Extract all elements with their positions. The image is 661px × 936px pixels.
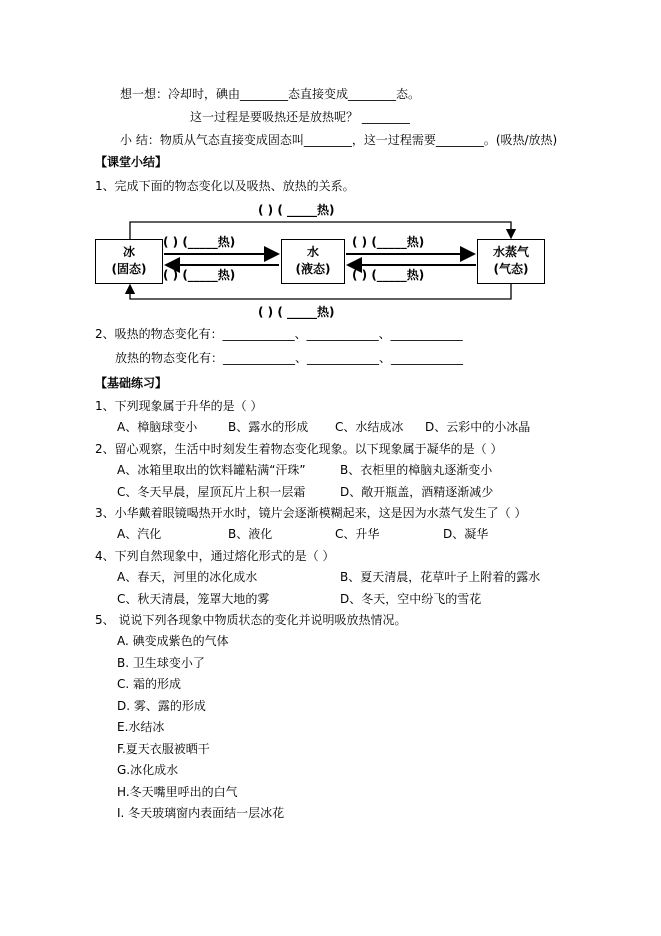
q5-item-a: A. 碘变成紫色的气体 — [117, 634, 229, 648]
class-summary-q1: 1、完成下面的物态变化以及吸热、放热的关系。 — [95, 179, 355, 193]
q5-item-h: H.冬天嘴里呼出的白气 — [117, 785, 238, 799]
q2-stem: 2、留心观察，生活中时刻发生着物态变化现象。以下现象属于凝华的是（ ） — [95, 442, 503, 456]
q2-option-b: B、衣柜里的樟脑丸逐渐变小 — [340, 463, 493, 477]
q5-item-d: D. 雾、露的形成 — [117, 699, 206, 713]
class-summary-heading: 【课堂小结】 — [95, 155, 168, 169]
ice-name: 冰 — [122, 245, 135, 259]
q3-option-a: A、汽化 — [117, 527, 162, 541]
water-name: 水 — [306, 245, 319, 259]
q3-stem: 3、小华戴着眼镜喝热开水时，镜片会逐渐模糊起来，这是因为水蒸气发生了（ ） — [95, 506, 527, 520]
think-summary: 小 结：物质从气态直接变成固态叫________，这一过程需要________。(吸热/放热) — [120, 133, 558, 147]
q1-option-d: D、云彩中的小冰晶 — [425, 420, 531, 434]
ice-state: (固态) — [111, 262, 147, 276]
q1-option-c: C、水结成冰 — [335, 420, 404, 434]
ice-water-upper-blank: ( ) (_____热) — [163, 235, 236, 249]
water-vapor-lower-blank: ( ) (_____热) — [352, 268, 425, 282]
water-vapor-upper-blank: ( ) (_____热) — [352, 235, 425, 249]
q3-option-c: C、升华 — [335, 527, 380, 541]
think-question: 想一想：冷却时，碘由________态直接变成________态。 — [120, 87, 421, 101]
vapor-box — [477, 239, 545, 284]
q3-option-d: D、凝华 — [443, 527, 489, 541]
ice-water-lower-blank: ( ) (_____热) — [163, 268, 236, 282]
q1-stem: 1、下列现象属于升华的是（ ） — [95, 399, 263, 413]
q5-item-b: B. 卫生球变小了 — [117, 656, 205, 670]
think-follow-up: 这一过程是要吸热还是放热呢？ ________ — [190, 110, 410, 124]
water-state: (液态) — [295, 262, 331, 276]
q3-option-b: B、液化 — [228, 527, 273, 541]
vapor-state: (气态) — [493, 262, 529, 276]
practice-heading: 【基础练习】 — [95, 376, 168, 390]
ice-box — [95, 239, 163, 284]
vapor-name: 水蒸气 — [492, 245, 529, 259]
q2-option-a: A、冰箱里取出的饮料罐粘满“汗珠” — [117, 463, 306, 477]
q1-option-b: B、露水的形成 — [228, 420, 309, 434]
q4-option-a: A、春天，河里的冰化成水 — [117, 570, 258, 584]
q4-option-c: C、秋天清晨，笼罩大地的雾 — [117, 592, 270, 606]
q1-option-a: A、樟脑球变小 — [117, 420, 198, 434]
absorb-heat-line: 2、吸热的物态变化有：____________、____________、____________ — [95, 327, 463, 341]
top-blank: ( ) ( _____热) — [258, 203, 335, 217]
q5-item-e: E.水结冰 — [117, 720, 165, 734]
q5-item-i: I. 冬天玻璃窗内表面结一层冰花 — [117, 806, 285, 820]
q4-option-b: B、夏天清晨，花草叶子上附着的露水 — [340, 570, 541, 584]
bottom-blank: ( ) ( _____热) — [258, 305, 335, 319]
arrow-vapor-to-ice — [130, 283, 511, 299]
q5-item-c: C. 霜的形成 — [117, 677, 182, 691]
q5-item-f: F.夏天衣服被晒干 — [117, 742, 210, 756]
release-heat-line: 放热的物态变化有：____________、____________、____________ — [115, 351, 464, 365]
q4-option-d: D、冬天，空中纷飞的雪花 — [340, 592, 482, 606]
q5-item-g: G.冰化成水 — [117, 763, 179, 777]
q2-option-c: C、冬天早晨，屋顶瓦片上积一层霜 — [117, 485, 306, 499]
water-box — [281, 239, 345, 284]
q4-stem: 4、下列自然现象中，通过熔化形式的是（ ） — [95, 549, 335, 563]
q5-stem: 5、 说说下列各现象中物质状态的变化并说明吸放热情况。 — [95, 613, 407, 627]
q2-option-d: D、敞开瓶盖，酒精逐渐减少 — [340, 485, 494, 499]
